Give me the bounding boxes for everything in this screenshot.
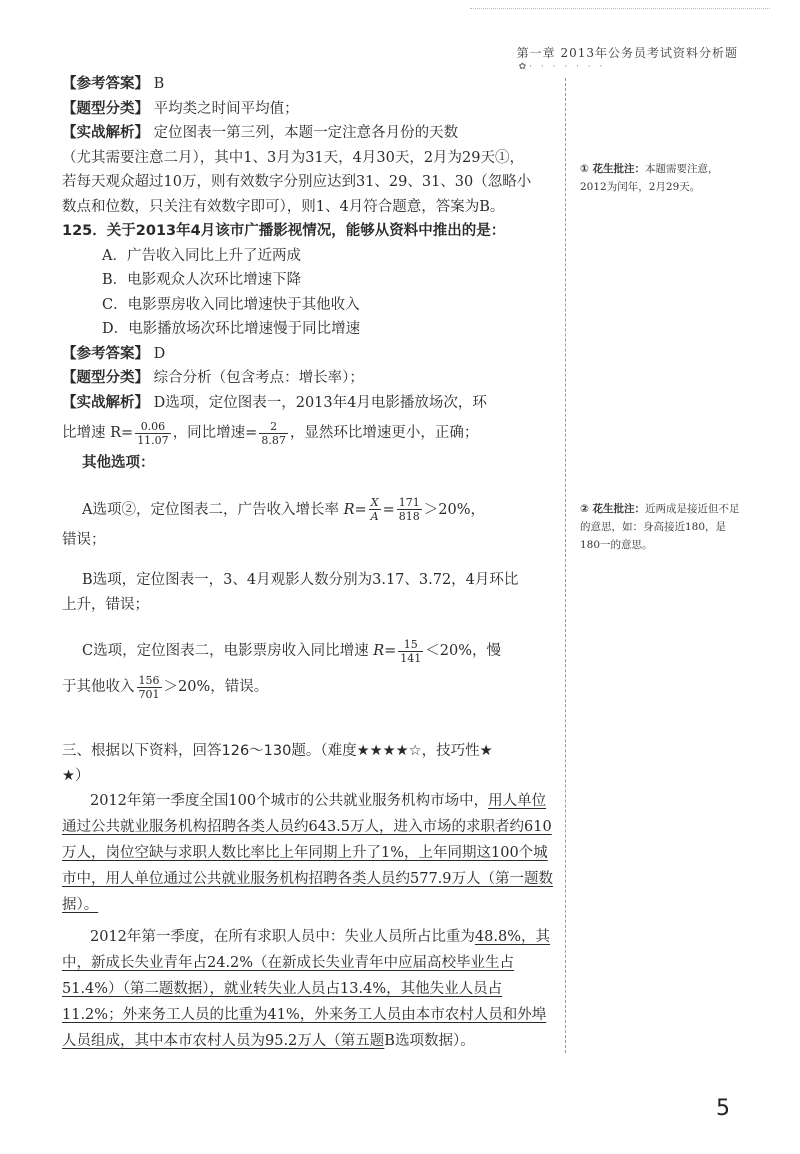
analysis-text: ＞20%， (423, 501, 486, 518)
analysis-text: 于其他收入 (62, 679, 135, 695)
formula-symbol: = (354, 501, 367, 518)
formula-symbol: = (384, 643, 397, 659)
type-value: 综合分析（包含考点：增长率）； (153, 370, 364, 386)
q124-answer (62, 72, 560, 97)
formula-symbol: R (343, 501, 355, 518)
fraction-numerator: 171 (398, 496, 420, 509)
fraction-numerator: 156 (138, 673, 160, 687)
q124-analysis (62, 121, 560, 146)
q124-type (62, 97, 560, 122)
option-c-analysis-cont (62, 669, 560, 705)
q125-option-b: B．电影观众人次环比增速下降 (102, 272, 302, 288)
section-heading-cont: ★） (62, 767, 90, 784)
fraction (369, 496, 381, 523)
material-text: B选项数据）。 (384, 1033, 475, 1049)
analysis-line: （尤其需要注意二月），其中1、3月为31天，4月30天，2月为29天①， (62, 149, 525, 166)
answer-value: D (153, 345, 166, 362)
option-a-analysis (62, 492, 560, 528)
fraction-denominator: 818 (398, 510, 420, 523)
fraction-denominator: 8.87 (261, 433, 286, 447)
analysis-text: ＞20%，错误。 (163, 679, 269, 695)
material-text: 校毕业生占51.4%）（第二题数据），就业转失业人员占13.4%，其他 (62, 955, 515, 997)
material-text: 48.8%，其中，新成长失业青年占24.2%（在新成长失业青年中应届高 (62, 929, 550, 971)
main-column (62, 72, 560, 1054)
formula-text: 比增速 R= (62, 425, 134, 441)
fraction (397, 496, 422, 523)
option-c-analysis (62, 633, 560, 669)
formula-symbol: = (382, 501, 395, 518)
other-options-title: 其他选项： (82, 455, 155, 471)
header-rule (470, 8, 770, 9)
running-head-title: 第一章 2013年公务员考试资料分析题 (516, 46, 738, 60)
analysis-label: 【实战解析】 (62, 394, 149, 411)
q125-option-a: A．广告收入同比上升了近两成 (102, 247, 301, 264)
analysis-line: 若每天观众超过10万，则有效数字分别应达到31、29、31、30（忽略小 (62, 174, 532, 190)
type-label: 【题型分类】 (62, 370, 149, 386)
analysis-text: C选项，定位图表二，电影票房收入同比增速 (82, 643, 369, 659)
q125-stem: 125．关于2013年4月该市广播影视情况，能够从资料中推出的是： (62, 223, 506, 239)
q125-type (62, 366, 560, 391)
fraction (135, 420, 171, 447)
option-b-analysis-cont: 上升，错误； (62, 596, 149, 613)
margin-note-1 (580, 160, 745, 196)
fraction (137, 674, 162, 701)
note-text: 本题需要注意，2012为闰年，2月29天。 (580, 163, 719, 193)
fraction-numerator: X (369, 496, 381, 510)
formula-symbol: R (373, 643, 385, 659)
fraction-denominator: A (370, 510, 379, 523)
note-text: 近两成是接近但不足的意思，如：身高接近180，是180一的意思。 (580, 503, 740, 551)
answer-label: 【参考答案】 (62, 76, 149, 92)
fraction-numerator: 15 (398, 638, 423, 652)
running-head (516, 44, 738, 72)
margin-divider (565, 78, 566, 1053)
material-text: 失业人员占11.2%；外来务工人员的比重为41%，外来务工人员由本 (62, 981, 503, 1023)
q125-analysis (62, 391, 560, 416)
page-number: 5 (716, 1096, 730, 1121)
formula-text: ，同比增速= (172, 425, 258, 441)
material-text: 市农村人员和外埠人员组成，其中本市农村人员为95.2万人（第五题 (62, 1007, 547, 1049)
analysis-text: A选项②，定位图表二，广告收入增长率 (82, 501, 339, 518)
material-text: 的求职者约610万人，岗位空缺与求职人数比率比上年同期上升了 (62, 819, 552, 861)
fraction-numerator: 0.06 (135, 420, 171, 434)
material-paragraph-2 (62, 924, 560, 1054)
option-a-analysis-cont: 错误； (62, 531, 106, 548)
material-paragraph-1 (62, 788, 560, 918)
section-heading: 三、根据以下资料，回答126～130题。（难度★★★★☆，技巧性★ (62, 743, 493, 759)
margin-note-2 (580, 500, 745, 554)
note-label: ② 花生批注： (580, 503, 646, 515)
analysis-text: ＜20%，慢 (425, 643, 502, 659)
q125-option-c: C．电影票房收入同比增速快于其他收入 (102, 296, 360, 313)
fraction-denominator: 11.07 (137, 433, 169, 447)
material-text: 各类人员约577.9万人（第一题数据）。 (62, 871, 554, 913)
type-label: 【题型分类】 (62, 100, 149, 117)
fraction-denominator: 701 (138, 687, 160, 701)
material-text: 1%，上年同期这100个城市中，用人单位通过公共就业服务机构招聘 (62, 845, 548, 887)
answer-label: 【参考答案】 (62, 345, 149, 362)
q125-answer (62, 342, 560, 367)
analysis-line: D选项，定位图表一，2013年4月电影播放场次，环 (153, 394, 487, 411)
formula-text: ，显然环比增速更小，正确； (289, 425, 479, 441)
analysis-formula-line (62, 415, 560, 451)
answer-value: B (153, 76, 165, 92)
material-text: 2012年第一季度，在所有求职人员中：失业人员所占比重为 (90, 929, 475, 945)
analysis-label: 【实战解析】 (62, 125, 149, 141)
fraction (259, 420, 288, 447)
type-value: 平均类之时间平均值； (153, 100, 299, 117)
material-text: 2012年第一季度全国100个城市的公共就业服务机构市场中， (90, 793, 489, 809)
q125-option-d: D．电影播放场次环比增速慢于同比增速 (102, 321, 361, 337)
fraction-denominator: 141 (400, 651, 422, 665)
fraction-numerator: 2 (259, 420, 288, 434)
analysis-line: 数点和位数，只关注有效数字即可），则1、4月符合题意，答案为B。 (62, 198, 505, 215)
option-b-analysis: B选项，定位图表一，3、4月观影人数分别为3.17、3.72，4月环比 (82, 572, 519, 588)
running-head-ornament: ✿· · · · · · · (518, 62, 606, 72)
material-text: 用人单位通过公共就业服务机构招聘各类人员约643.5万人，进入市场 (62, 793, 547, 835)
note-label: ① 花生批注： (580, 163, 646, 175)
analysis-line: 定位图表一第三列，本题一定注意各月份的天数 (153, 125, 459, 141)
fraction (398, 638, 423, 665)
